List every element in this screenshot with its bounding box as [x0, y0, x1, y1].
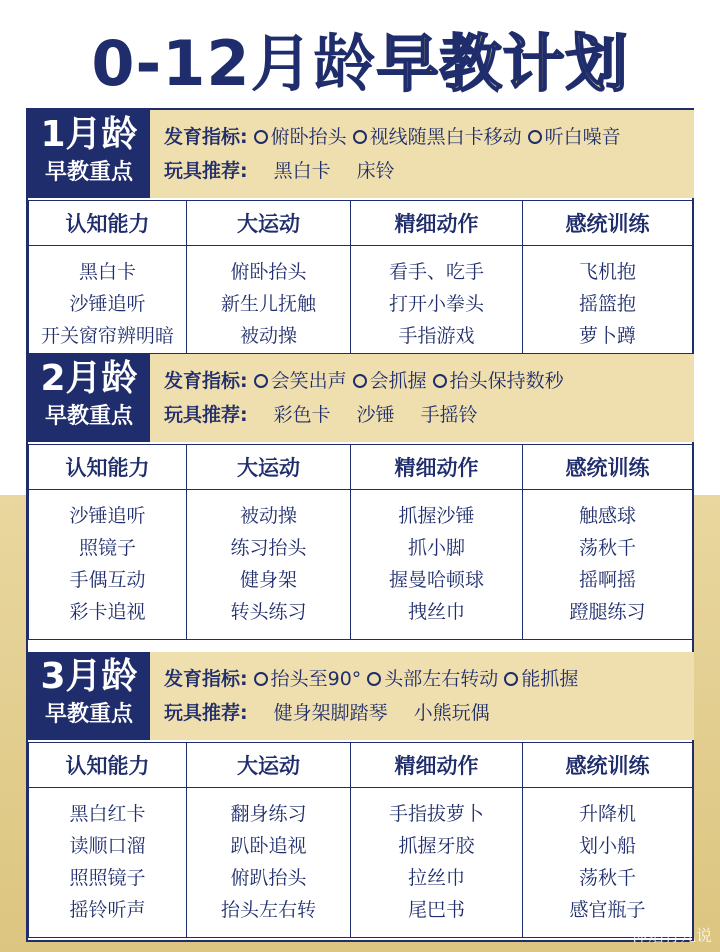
month-label: 1月龄	[40, 114, 138, 155]
activity-item: 沙锤追听	[69, 505, 146, 527]
activity-table	[28, 200, 693, 354]
column-header: 大运动	[187, 743, 351, 788]
focus-label: 早教重点	[44, 404, 133, 429]
activity-item: 手偶互动	[69, 569, 146, 591]
activity-item: 摇啊摇	[578, 569, 636, 591]
activity-cell	[351, 246, 523, 354]
activity-item: 翻身练习	[230, 803, 307, 825]
dev-indicator: 能抓握	[521, 668, 579, 690]
column-header: 精细动作	[351, 445, 523, 490]
activity-cell	[351, 490, 523, 640]
activity-item: 打开小拳头	[388, 293, 484, 315]
dev-indicator: 会抓握	[369, 370, 427, 392]
activity-item: 被动操	[239, 505, 297, 527]
title-part2: 早教计划	[376, 27, 629, 100]
activity-item: 握曼哈顿球	[388, 569, 484, 591]
activity-cell	[29, 246, 187, 354]
circle-bullet-icon	[504, 672, 518, 686]
activity-item: 练习抬头	[230, 537, 307, 559]
column-header: 认知能力	[29, 743, 187, 788]
activity-cell	[29, 490, 187, 640]
activity-item: 抓握牙胶	[398, 835, 475, 857]
activity-item: 新生儿抚触	[220, 293, 316, 315]
activity-item: 划小船	[578, 835, 636, 857]
activity-item: 尾巴书	[407, 899, 465, 921]
toy-label: 玩具推荐:	[164, 404, 248, 426]
activity-cell	[29, 788, 187, 938]
activity-item: 触感球	[578, 505, 636, 527]
activity-item: 抓小脚	[407, 537, 465, 559]
activity-item: 摇铃听声	[69, 899, 146, 921]
column-header: 认知能力	[29, 445, 187, 490]
activity-item: 沙锤追听	[69, 293, 146, 315]
activity-item: 拉丝巾	[407, 867, 465, 889]
column-header: 精细动作	[351, 201, 523, 246]
dev-indicator: 听白噪音	[544, 126, 621, 148]
dev-indicator: 头部左右转动	[384, 668, 499, 690]
activity-item: 黑白卡	[78, 261, 136, 283]
activity-item: 感官瓶子	[569, 899, 646, 921]
dev-indicator: 视线随黑白卡移动	[369, 126, 522, 148]
column-header: 感统训练	[523, 201, 693, 246]
activity-item: 抓握沙锤	[398, 505, 475, 527]
toy-label: 玩具推荐:	[164, 160, 248, 182]
activity-cell	[523, 788, 693, 938]
dev-indicator: 抬头保持数秒	[449, 370, 564, 392]
toy-row	[164, 696, 688, 730]
circle-bullet-icon	[353, 130, 367, 144]
month-badge	[28, 652, 150, 740]
activity-cell	[523, 246, 693, 354]
activity-item: 被动操	[239, 325, 297, 347]
dev-label: 发育指标:	[164, 370, 248, 392]
column-header: 认知能力	[29, 201, 187, 246]
month-label: 2月龄	[40, 358, 138, 399]
activity-item: 飞机抱	[578, 261, 636, 283]
month-badge	[28, 354, 150, 442]
toy-item: 小熊玩偶	[413, 702, 490, 724]
column-header: 大运动	[187, 201, 351, 246]
activity-item: 黑白红卡	[69, 803, 146, 825]
section-info	[164, 364, 688, 432]
dev-label: 发育指标:	[164, 668, 248, 690]
dev-indicator: 俯卧抬头	[270, 126, 347, 148]
activity-item: 抬头左右转	[220, 899, 316, 921]
column-header: 大运动	[187, 445, 351, 490]
circle-bullet-icon	[367, 672, 381, 686]
activity-item: 彩卡追视	[69, 601, 146, 623]
dev-row	[164, 120, 688, 154]
section-header	[28, 110, 694, 198]
toy-item: 健身架脚踏琴	[273, 702, 388, 724]
activity-cell	[351, 788, 523, 938]
activity-item: 萝卜蹲	[578, 325, 636, 347]
activity-table	[28, 444, 693, 640]
dev-label: 发育指标:	[164, 126, 248, 148]
focus-label: 早教重点	[44, 160, 133, 185]
circle-bullet-icon	[254, 374, 268, 388]
dev-indicator: 会笑出声	[270, 370, 347, 392]
column-header: 感统训练	[523, 445, 693, 490]
column-header: 感统训练	[523, 743, 693, 788]
circle-bullet-icon	[528, 130, 542, 144]
month-badge	[28, 110, 150, 198]
plan-panel	[26, 108, 694, 942]
circle-bullet-icon	[254, 672, 268, 686]
section-header	[28, 652, 694, 740]
activity-item: 摇篮抱	[578, 293, 636, 315]
activity-item: 手指游戏	[398, 325, 475, 347]
dev-row	[164, 662, 688, 696]
activity-cell	[187, 788, 351, 938]
column-header: 精细动作	[351, 743, 523, 788]
activity-cell	[523, 490, 693, 640]
activity-item: 手指拔萝卜	[388, 803, 484, 825]
circle-bullet-icon	[254, 130, 268, 144]
title-part1: 0-12月龄	[91, 27, 377, 100]
activity-item: 转头练习	[230, 601, 307, 623]
dev-row	[164, 364, 688, 398]
focus-label: 早教重点	[44, 702, 133, 727]
toy-item: 彩色卡	[273, 404, 331, 426]
activity-item: 升降机	[578, 803, 636, 825]
dev-indicator: 抬头至90°	[270, 668, 362, 690]
activity-item: 荡秋千	[578, 537, 636, 559]
toy-row	[164, 154, 688, 188]
section-info	[164, 120, 688, 188]
activity-item: 开关窗帘辨明暗	[40, 325, 174, 347]
activity-item: 看手、吃手	[388, 261, 484, 283]
toy-row	[164, 398, 688, 432]
circle-bullet-icon	[433, 374, 447, 388]
toy-item: 手摇铃	[420, 404, 478, 426]
activity-item: 健身架	[239, 569, 297, 591]
activity-item: 照镜子	[78, 537, 136, 559]
activity-item: 蹬腿练习	[569, 601, 646, 623]
toy-item: 沙锤	[356, 404, 395, 426]
page-title	[0, 18, 720, 110]
activity-item: 趴卧追视	[230, 835, 307, 857]
toy-item: 床铃	[356, 160, 395, 182]
month-label: 3月龄	[40, 656, 138, 697]
activity-item: 俯卧抬头	[230, 261, 307, 283]
activity-cell	[187, 246, 351, 354]
activity-item: 拽丝巾	[407, 601, 465, 623]
activity-cell	[187, 490, 351, 640]
activity-item: 读顺口溜	[69, 835, 146, 857]
watermark: 沐熠育儿说	[631, 926, 712, 945]
circle-bullet-icon	[353, 374, 367, 388]
toy-label: 玩具推荐:	[164, 702, 248, 724]
activity-item: 俯趴抬头	[230, 867, 307, 889]
activity-item: 照照镜子	[69, 867, 146, 889]
section-header	[28, 354, 694, 442]
toy-item: 黑白卡	[273, 160, 331, 182]
activity-table	[28, 742, 693, 938]
section-info	[164, 662, 688, 730]
activity-item: 荡秋千	[578, 867, 636, 889]
